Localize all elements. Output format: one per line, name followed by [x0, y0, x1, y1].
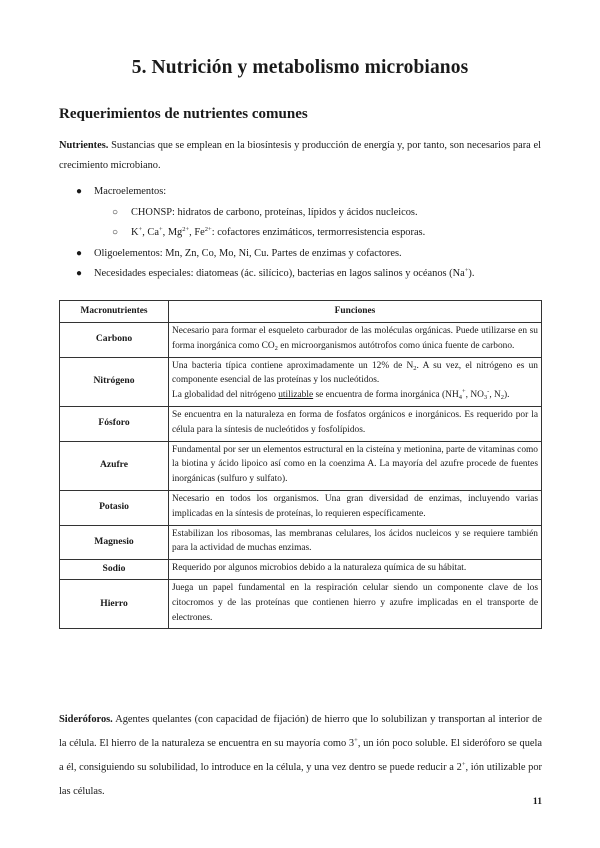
sub-bullet-chonsp: ○ CHONSP: hidratos de carbono, proteínas, lípidos y ácidos nucleicos. [59, 203, 541, 224]
page-title: 5. Nutrición y metabolismo microbianos [131, 57, 469, 78]
intro-term: Nutrientes. [59, 140, 109, 151]
table-row [60, 441, 542, 490]
intro-paragraph [59, 136, 541, 176]
row-name: Carbono [60, 323, 169, 358]
bullet-dot-icon: ● [76, 247, 83, 259]
nutrient-bullet-list [59, 182, 541, 285]
table-row [60, 579, 542, 628]
row-description: Juega un papel fundamental en la respiración celular siendo un componente clave de los citocromos y de las proteínas que contienen hierro y azufre implicadas en el transporte de electrones. [169, 579, 542, 628]
bullet-circle-icon: ○ [112, 206, 119, 218]
table-row [60, 525, 542, 560]
siderophores-paragraph: Sideróforos. Agentes quelantes (con capacidad de fijación) de hierro que lo solubilizan y transportan al interior de la célula. El hierro de la naturaleza se encuentra en su mayoría como 3+, un ión poco soluble. El sideróforo se quela a él, consiguiendo su solubilidad, lo introduce en la célula, y una vez dentro se puede reducir a 2+, ión utilizable por las células. [59, 714, 543, 797]
row-description: Fundamental por ser un elementos estructural en la cisteína y metionina, parte de vitaminas como la biotina y ácido lipoico así como en la coenzima A. La mayoría del azufre procede de fuentes inorgánicas (sulfuro y sulfato). [169, 441, 542, 490]
row-description: Una bacteria típica contiene aproximadamente un 12% de $N_2$. A su vez, el nitrógeno es un componente esencial de las proteínas y los nucleótidos. La globalidad del nitrógeno utilizable se encuentra de forma inorgánica ($NH_4^+$, $NO_3^-$, $N_2$). [169, 357, 542, 406]
table-header-row [60, 301, 542, 323]
bullet-dot-icon: ● [76, 268, 83, 279]
macronutrients-table [59, 300, 542, 629]
column-header-functions: Funciones [169, 301, 542, 323]
bullet-macroelements: ● Macroelementos: [59, 182, 541, 203]
row-description: Necesario para formar el esqueleto carburador de las moléculas orgánicas. Puede utilizarse en su forma inorgánica como $CO_2$ en microorganismos autótrofos como única fuente de carbono. [169, 323, 542, 358]
row-description: Requerido por algunos microbios debido a la naturaleza química de su hábitat. [169, 560, 542, 580]
table-row [60, 357, 542, 406]
row-name: Azufre [60, 441, 169, 490]
bullet-circle-icon: ○ [112, 227, 119, 238]
page-number: 11 [532, 796, 542, 807]
column-header-macronutrients: Macronutrientes [60, 301, 169, 323]
bullet-dot-icon: ● [76, 186, 83, 197]
row-name: Hierro [60, 579, 169, 628]
row-description: Estabilizan los ribosomas, las membranas celulares, los ácidos nucleicos y se requiere también para la actividad de muchas enzimas. [169, 525, 542, 560]
bullet-oligoelements: ● Oligoelementos: Mn, Zn, Co, Mo, Ni, Cu. Partes de enzimas y cofactores. [59, 244, 541, 265]
intro-text: Sustancias que se emplean en la biosíntesis y producción de energía y, por tanto, son necesarios para el crecimiento microbiano. [59, 140, 541, 171]
section-heading: Requerimientos de nutrientes comunes [59, 106, 308, 122]
row-description: Se encuentra en la naturaleza en forma de fosfatos orgánicos e inorgánicos. Es requerido por la célula para la síntesis de nucleótidos y fosfolípidos. [169, 406, 542, 441]
table-row [60, 406, 542, 441]
row-name: Sodio [60, 560, 169, 580]
table-row [60, 323, 542, 358]
row-name: Magnesio [60, 525, 169, 560]
sub-bullet-ions: ○ K+, Ca+, $Mg^{2+}$, $Fe^{2+}$: cofactores enzimáticos, termorresistencia esporas. [59, 223, 541, 244]
table-row [60, 560, 542, 580]
row-description: Necesario en todos los organismos. Una gran diversidad de enzimas, incluyendo varias implicadas en la síntesis de proteínas, lo requieren específicamente. [169, 490, 542, 525]
table-row [60, 490, 542, 525]
row-name: Potasio [60, 490, 169, 525]
siderophores-term: Sideróforos. [59, 714, 113, 725]
row-name: Nitrógeno [60, 357, 169, 406]
row-name: Fósforo [60, 406, 169, 441]
bullet-special-needs: ● Necesidades especiales: diatomeas (ác. silícico), bacterias en lagos salinos y océanos (Na+). [59, 264, 541, 285]
